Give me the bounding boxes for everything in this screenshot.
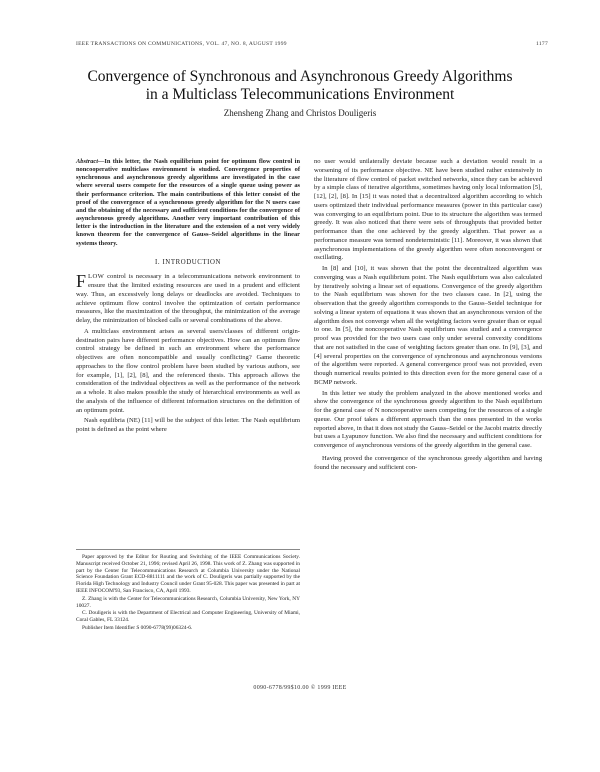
drop-cap: F [76,271,87,292]
right-column [314,158,542,474]
intro-first-word: LOW [88,273,105,281]
title-line-1: Convergence of Synchronous and Asynchronous Greedy Algorithms [87,68,513,85]
title-line-2: in a Multiclass Telecommunications Environment [145,86,455,103]
left-column [76,158,300,437]
intro-paragraph-3: Nash equilibria (NE) [11] will be the subject of this letter. The Nash equilibrium point is defined as the point where [76,417,300,434]
intro-paragraph-1-text: control is necessary in a telecommunications network environment to ensure that the limited existing resources are used in a prudent and efficient way. Thus, an excessively long delays or deadlocks are avoided. Techniques to achieve optimum flow control involve the optimization of certain performance measures, like the maximization of the throughput, the minimization of the average delay, the minimization of blocked calls or several combinations of the above. [76,273,300,325]
abstract-label: Abstract— [76,158,105,165]
paper-title [60,68,540,104]
copyright-line: 0090-6778/99$10.00 © 1999 IEEE [253,685,347,691]
footnote-author-zhang: Z. Zhang is with the Center for Telecommunications Research, Columbia University, New York, NY 10027. [76,595,300,609]
intro-paragraph-1 [76,273,300,326]
abstract [76,158,300,248]
author-list: Zhensheng Zhang and Christos Douligeris [223,108,377,118]
right-paragraph-3: In this letter we study the problem analyzed in the above mentioned works and show the convergence of the synchronous greedy algorithm to the Nash equilibrium for the general case of N noncooperative users competing for the resources of a single queue. Our proof takes a different approach than the ones presented in the works reported above, in that it does not study the Gauss–Seidel or the Jacobi matrix directly but uses a Lyapunov function. We also find the necessary and sufficient conditions for convergence of asynchronous versions of the greedy algorithm in the general case. [314,389,542,449]
footnote-author-douligeris: C. Douligeris is with the Department of Electrical and Computer Engineering, University of Miami, Coral Gables, FL 33124. [76,610,300,624]
running-head [76,41,548,51]
footnote-publisher-id: Publisher Item Identifier S 0090-6778(99)06324-6. [82,624,193,631]
intro-paragraph-2: A multiclass environment arises as several users/classes of different origin-destination pairs have different performance objectives. How can an optimum flow control strategy be defined in such an environment where the performance objectives are often noncompatible and usually conflicting? Game theoretic approaches to the flow control problem have been studied by various authors, see for example, [1], [2], [8], and the referenced thesis. This approach allows the consideration of the individual objectives as well as the performance of the network as a whole. It also makes possible the study of hierarchical environments as well as the analysis of the influence of different information structures on the definition of an optimum point. [76,327,300,414]
section-heading: I. INTRODUCTION [154,258,221,266]
footnotes [76,549,300,633]
right-paragraph-2: In [8] and [10], it was shown that the point the decentralized algorithm was converging was a Nash equilibrium point. The Nash equilibrium was also calculated by iteratively solving a linear set of equations. Convergence of the greedy algorithm to the Nash equilibrium was shown for the two classes case. In [2], using the observation that the greedy algorithm corresponds to the Gauss–Seidel technique for solving a linear system of equations it was shown that an asynchronous version of the algorithm does not converge when all the weighting factors were greater than or equal to one. In [5], the noncooperative Nash equilibrium was studied and a convergence proof was provided for the two users case only under several convexity conditions that are not satisfied in the case of weighting factors greater than one. In [9], [3], and [4] several properties on the convergence of synchronous and asynchronous versions of the algorithm were reported. A general convergence proof was not provided, even though numerical results pointed to this direction even for the more general case of a BCMP network. [314,265,542,386]
footnote-manuscript: Paper approved by the Editor for Routing and Switching of the IEEE Communications Society. Manuscript received October 21, 1996; revised April 26, 1998. This work of Z. Zhang was supported in part by the Center for Telecommunications Research at Columbia University under the National Science Foundation Grant ECD-8811111 and the work of C. Douligeris was partially supported by the Florida High Technology and Industry Council under Grant 95-028. This paper was presented in part at IEEE INFOCOM'93, San Francisco, CA, April 1993. [76,554,300,594]
right-paragraph-1: no user would unilaterally deviate because such a deviation would result in a worsening of its performance objective. NE have been studied rather extensively in the literature of flow control of packet switched networks, since they can be achieved by a simple class of iterative algorithms, sometimes having only local information [5], [12], [2], [8]. In [15] it was noted that a decentralized algorithm according to which users optimized their individual performance measures (power in this particular case) was converging to an equilibrium point. Due to its structure the algorithm was termed greedy. It was also noticed that there were sets of throughputs that provided better performance than the one achieved by the greedy algorithm. That power as a performance measure was termed nondeterministic [11]. Moreover, it was shown that asynchronous implementations of the greedy algorithm were often nonconvergent or oscillating. [314,158,542,262]
journal-header: IEEE TRANSACTIONS ON COMMUNICATIONS, VOL. 47, NO. 8, AUGUST 1999 [76,41,287,47]
abstract-text: In this letter, the Nash equilibrium point for optimum flow control in noncooperative multiclass environment is studied. Convergence properties of synchronous and asynchronous greedy algorithms are investigated in the case where several users compete for the resources of a single queue using power as their performance criterion. The main contributions of this letter consist of the proof of the convergence of a synchronous greedy algorithm for the N users case and the obtaining of the necessary and sufficient conditions for the convergence of asynchronous greedy algorithms. Another very important contribution of this letter is the introduction in the literature and the extension of a not very widely known theorem for the convergence of Gauss–Seidel algorithms in the linear systems theory. [76,158,300,247]
page-number: 1177 [536,41,548,47]
right-paragraph-4: Having proved the convergence of the synchronous greedy algorithm and having found the necessary and sufficient con- [314,454,542,471]
